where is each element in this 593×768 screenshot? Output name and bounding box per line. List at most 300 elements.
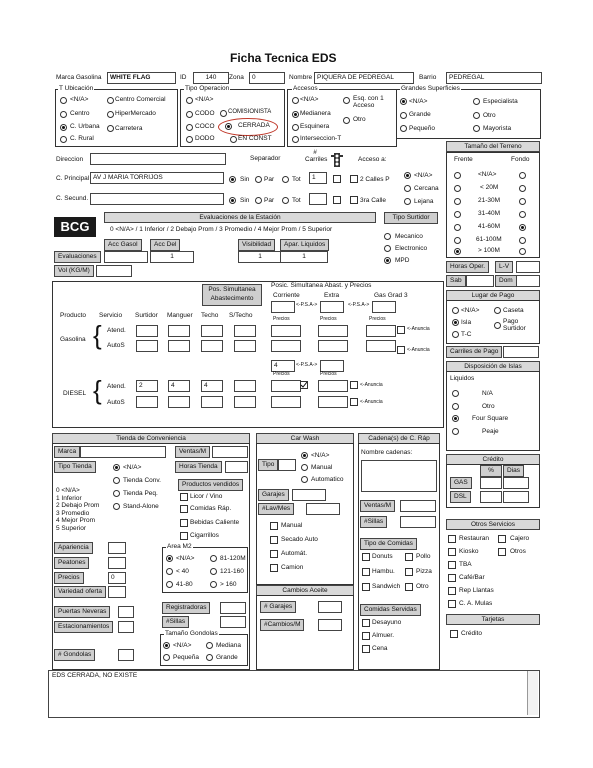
superficies-mayor-label: Mayorista [483, 125, 512, 132]
bebidas-label: Bebidas Caliente [190, 519, 240, 526]
gond-med-radio[interactable] [206, 642, 213, 649]
secund-field[interactable] [90, 193, 224, 205]
secund-par-radio[interactable] [255, 197, 262, 204]
tienda-na-label: <N/A> [123, 464, 142, 471]
area-41-radio[interactable] [166, 581, 173, 588]
terreno-fondo-40[interactable] [519, 211, 526, 218]
terreno-fondo-label: Fondo [511, 156, 530, 163]
superficies-na-label: <N/A> [409, 98, 428, 105]
area-81-radio[interactable] [210, 555, 217, 562]
pizza-check[interactable] [405, 568, 413, 576]
principal-label: C. Principal [56, 175, 90, 182]
diesel-label: DIESEL [63, 390, 87, 397]
tienda-peq-label: Tienda Peq. [123, 490, 158, 497]
apar-label: Apar. Liquidos [280, 239, 329, 251]
mulas-label: C. A. Mulas [459, 600, 493, 607]
cadena-otro-check[interactable] [405, 583, 413, 591]
bcg-logo: BCG [54, 217, 96, 237]
accesos-intersec-radio[interactable] [292, 136, 299, 143]
camion-check[interactable] [270, 564, 278, 572]
dsl-atend-anuncia: <-Anuncia [360, 382, 383, 388]
comidas-check[interactable] [180, 505, 188, 513]
carwash-na-radio[interactable] [301, 452, 308, 459]
gas-precios-2: Precios [320, 316, 337, 322]
carwash-tipo-label: Tipo [258, 459, 278, 471]
servidas-label: Comidas Servidas [360, 604, 421, 616]
restauran-label: Restauran [459, 535, 489, 542]
superficies-title: Grandes Superficies [401, 85, 460, 92]
gas-autos-p3[interactable] [366, 340, 396, 352]
ubicacion-rural-label: C. Rural [70, 135, 94, 142]
secund-tot-label: Tot [292, 197, 301, 204]
accesos-medianera-label: Medianera [300, 110, 331, 117]
superficies-otro-radio[interactable] [473, 112, 480, 119]
area-160-label: > 160 [220, 581, 237, 588]
gond-med-label: Mediana [216, 642, 241, 649]
vol-field[interactable] [96, 265, 132, 277]
estac-field[interactable] [118, 621, 134, 633]
terreno-fondo-100[interactable] [519, 237, 526, 244]
area-160-radio[interactable] [210, 581, 217, 588]
mulas-check[interactable] [448, 600, 456, 608]
surtidor-mpd-label: MPD [395, 257, 410, 264]
principal-carriles-field[interactable]: 1 [309, 172, 327, 184]
dsl-autos-anuncia-check[interactable] [350, 398, 358, 406]
lv-field[interactable] [516, 261, 540, 273]
secund-tot-radio[interactable] [282, 197, 289, 204]
gas-atend-surt[interactable] [136, 325, 158, 337]
dsl-autos-p2[interactable] [318, 396, 348, 408]
cadena-ventas-field[interactable] [400, 500, 436, 512]
acc-del-label: Acc Del [150, 239, 180, 251]
pago-isla-label: Isla [461, 319, 472, 326]
ubicacion-hiper-radio[interactable] [107, 111, 114, 118]
carwash-tipo-field[interactable] [278, 459, 296, 471]
notes-scrollbar[interactable] [527, 671, 538, 715]
ubicacion-hiper-label: HiperMercado [115, 110, 156, 117]
kiosko-check[interactable] [448, 548, 456, 556]
calles2-label: 2 Calles P [360, 176, 390, 183]
tarjetas-credito-label: Crédito [461, 630, 482, 637]
secund-carriles-field[interactable] [309, 193, 327, 205]
terreno-gt100-label: > 100M [478, 247, 500, 254]
area-na-radio[interactable] [166, 555, 173, 562]
tienda-marca-field[interactable] [80, 446, 166, 458]
direccion-field[interactable] [90, 153, 226, 165]
superficies-esp-radio[interactable] [473, 98, 480, 105]
tipo-comidas-label: Tipo de Comidas [360, 538, 417, 550]
terreno-fondo-na[interactable] [519, 172, 526, 179]
acceso-lejana-radio[interactable] [404, 198, 411, 205]
dsl-atend-anuncia-check[interactable] [350, 381, 358, 389]
terreno-fondo-60[interactable] [519, 224, 526, 231]
secado-check[interactable] [270, 536, 278, 544]
pos-sim-label: Pos. Simultanea Abastecimento [202, 284, 262, 306]
hamb-check[interactable] [362, 568, 370, 576]
acceso-lejana-label: Lejana [414, 198, 434, 205]
secund-sin-radio[interactable] [229, 197, 236, 204]
surtidor-mpd-radio[interactable] [384, 257, 391, 264]
pago-caseta-radio[interactable] [494, 307, 501, 314]
islas-otro-radio[interactable] [452, 403, 459, 410]
acceso-cercana-radio[interactable] [404, 185, 411, 192]
operacion-const-label: EN CONST [238, 135, 272, 142]
superficies-peq-label: Pequeño [409, 125, 436, 132]
estac-label: Estacionamientos [54, 621, 113, 633]
terreno-fondo-gt100[interactable] [519, 248, 526, 255]
area-40-radio[interactable] [166, 568, 173, 575]
gas-precios-3: Precios [369, 316, 386, 322]
surtidor-mec-radio[interactable] [384, 233, 391, 240]
otros-check[interactable] [498, 548, 506, 556]
cajero-check[interactable] [498, 535, 506, 543]
dsl-atend-techo[interactable]: 4 [201, 380, 223, 392]
gas-corr-field[interactable] [271, 301, 295, 313]
terreno-frente-40[interactable] [454, 211, 461, 218]
credito-dsl-pct[interactable] [480, 491, 502, 503]
area-121-radio[interactable] [210, 568, 217, 575]
cadena-nombre-label: Nombre cadenas: [361, 449, 413, 456]
operacion-const-radio[interactable] [230, 136, 237, 143]
credito-gas-dias[interactable] [503, 477, 529, 489]
superficies-grande-radio[interactable] [400, 112, 407, 119]
nombre-field[interactable]: PIQUERA DE PEDREGAL [314, 72, 414, 84]
tienda-ventas-field[interactable] [212, 446, 248, 458]
accesos-esq1-label: Esq. con 1 Acceso [353, 95, 384, 109]
tienda-na-radio[interactable] [113, 464, 120, 471]
area-41-label: 41-80 [176, 581, 193, 588]
comidas-label: Comidas Ráp. [190, 505, 232, 512]
gond-na-radio[interactable] [163, 642, 170, 649]
principal-field[interactable]: AV J MARIA TORRIJOS [90, 172, 224, 184]
tienda-tipo-label: Tipo Tienda [54, 461, 96, 473]
evaluaciones-label: Evaluaciones [54, 251, 101, 263]
barrio-label: Barrio [419, 74, 437, 81]
islas-na-radio[interactable] [452, 390, 459, 397]
ubicacion-centro-radio[interactable] [60, 111, 67, 118]
pago-na-radio[interactable] [452, 307, 459, 314]
ubicacion-cc-label: Centro Comercial [115, 96, 166, 103]
tienda-title: Tienda de Conveniencia [52, 433, 250, 444]
cena-label: Cena [372, 645, 388, 652]
pago-tc-label: T-C [461, 331, 472, 338]
operacion-comis-radio[interactable] [220, 110, 227, 117]
peatones-label: Peatones [54, 557, 89, 569]
automat-check[interactable] [270, 550, 278, 558]
secund-label: C. Secund. [56, 195, 89, 202]
secund-check-a[interactable] [333, 196, 341, 204]
terreno-frente-na[interactable] [454, 172, 461, 179]
operacion-codo-radio[interactable] [186, 111, 193, 118]
gas-autos-anuncia-check[interactable] [397, 346, 405, 354]
carriles-pago-field[interactable] [503, 346, 539, 358]
sandwich-check[interactable] [362, 583, 370, 591]
horas-oper-label: Horas Oper. [446, 261, 489, 273]
marca-field[interactable]: WHITE FLAG [107, 72, 176, 84]
gas-atend-anuncia: <-Anuncia [407, 326, 430, 332]
gas-autos-mang[interactable] [168, 340, 190, 352]
donuts-check[interactable] [362, 553, 370, 561]
pago-surtidor-label: Pago Surtidor [503, 318, 526, 332]
tienda-conv-radio[interactable] [113, 477, 120, 484]
traffic-light-icon [330, 153, 344, 167]
superficies-mayor-radio[interactable] [473, 125, 480, 132]
cena-check[interactable] [362, 645, 370, 653]
licor-check[interactable] [180, 493, 188, 501]
ubicacion-carretera-label: Carretera [115, 125, 143, 132]
tba-label: TBA [459, 561, 472, 568]
dsl-psa-field[interactable]: 4 [271, 360, 295, 372]
gas-extra-field[interactable] [320, 301, 344, 313]
gas-atend-stecho[interactable] [234, 325, 256, 337]
bcg-title: Evaluaciones de la Estación [104, 212, 376, 223]
gas-autos-surt[interactable] [136, 340, 158, 352]
visibilidad-field[interactable]: 1 [238, 251, 282, 263]
credito-gas-pct[interactable] [480, 477, 502, 489]
desayuno-check[interactable] [362, 619, 370, 627]
calles2-check[interactable] [350, 175, 358, 183]
precios-field[interactable]: 0 [108, 572, 126, 584]
posic-label: Posic. Simultanea Abast. y Precios [271, 282, 372, 289]
accesos-intersec-label: Interseccion-T [300, 135, 342, 142]
gas-autos-p1[interactable] [271, 340, 301, 352]
terreno-frente-label: Frente [454, 156, 473, 163]
terreno-fondo-20[interactable] [519, 185, 526, 192]
ubicacion-carretera-radio[interactable] [107, 125, 114, 132]
surtidor-elec-radio[interactable] [384, 245, 391, 252]
superficies-peq-radio[interactable] [400, 125, 407, 132]
marca-label: Marca Gasolina [56, 74, 102, 81]
dsl-autos-mang[interactable] [168, 396, 190, 408]
area-title: Area M2 [167, 543, 192, 550]
gas-precios-1: Precios [273, 316, 290, 322]
ubicacion-urbana-radio[interactable] [60, 124, 67, 131]
dsl-atend-label: Atend. [107, 383, 126, 390]
desayuno-label: Desayuno [372, 619, 402, 626]
tienda-ventas-label: Ventas/M [175, 446, 210, 458]
terreno-frente-gt100[interactable] [454, 248, 461, 255]
ncambios-field[interactable] [318, 619, 342, 631]
registr-label: Registradoras [162, 602, 210, 614]
dsl-atend-stecho[interactable] [234, 380, 256, 392]
cadena-nombre-field[interactable] [361, 460, 437, 492]
productos-label: Productos vendidos [178, 479, 243, 491]
terreno-na-label: <N/A> [478, 171, 497, 178]
gas-atend-p3[interactable] [366, 325, 396, 337]
dsl-autos-techo[interactable] [201, 396, 223, 408]
dsl-atend-p1[interactable] [271, 380, 301, 392]
lav-label: #Lav/Mes [258, 503, 294, 515]
operacion-dodo-radio[interactable] [186, 136, 193, 143]
islas-four-label: Four Square [472, 415, 509, 422]
id-label: ID [180, 74, 187, 81]
gond-gr-radio[interactable] [206, 654, 213, 661]
dsl-autos-surt[interactable] [136, 396, 158, 408]
area-81-label: 81-120M [220, 555, 246, 562]
tienda-sillas-label: #Sillas [162, 616, 189, 628]
superficies-esp-label: Especialista [483, 98, 518, 105]
tienda-stand-radio[interactable] [113, 503, 120, 510]
gas-autos-anuncia: <-Anuncia [407, 347, 430, 353]
apar-field[interactable]: 1 [280, 251, 328, 263]
kiosko-label: Kiosko [459, 548, 479, 555]
tienda-sillas-field[interactable] [220, 616, 246, 628]
ubicacion-cc-radio[interactable] [107, 97, 114, 104]
accesos-na-radio[interactable] [292, 97, 299, 104]
dom-field[interactable] [516, 275, 540, 287]
lav-field[interactable] [306, 503, 340, 515]
ubicacion-rural-radio[interactable] [60, 136, 67, 143]
terreno-frente-60[interactable] [454, 224, 461, 231]
islas-peaje-radio[interactable] [452, 428, 459, 435]
accesos-otro-radio[interactable] [343, 117, 350, 124]
credito-dias-label: Dias [503, 465, 524, 477]
variedad-field[interactable] [108, 586, 126, 598]
operacion-codo-label: CODO [195, 110, 215, 117]
gas-g3-field[interactable] [372, 301, 396, 313]
tienda-horas-field[interactable] [225, 461, 248, 473]
acceso-na-label: <N/A> [414, 172, 433, 179]
puertas-field[interactable] [118, 606, 134, 618]
accesos-esquinera-radio[interactable] [292, 124, 299, 131]
ngarajes-field[interactable] [318, 601, 342, 613]
tarjetas-credito-check[interactable] [450, 630, 458, 638]
hamb-label: Hambu. [372, 568, 395, 575]
gas-atend-p2[interactable] [318, 325, 348, 337]
rep-check[interactable] [448, 587, 456, 595]
cadena-sillas-field[interactable] [400, 516, 436, 528]
pago-isla-radio[interactable] [452, 319, 459, 326]
registr-field[interactable] [220, 602, 246, 614]
gas-autos-p2[interactable] [318, 340, 348, 352]
principal-tot-label: Tot [292, 176, 301, 183]
islas-four-radio[interactable] [452, 415, 459, 422]
operacion-comis-label: COMISIONISTA [228, 109, 272, 115]
carwash-auto-label: Automatico [311, 476, 344, 483]
operacion-na-label: <N/A> [195, 96, 214, 103]
gas-autos-stecho[interactable] [234, 340, 256, 352]
page-title: Ficha Tecnica EDS [230, 51, 337, 65]
principal-par-radio[interactable] [255, 176, 262, 183]
garajes-field[interactable] [292, 489, 326, 501]
terreno-fondo-30[interactable] [519, 198, 526, 205]
pago-caseta-label: Caseta [503, 307, 524, 314]
cigarrillos-check[interactable] [180, 532, 188, 540]
carriles-label: # Carriles [305, 149, 328, 163]
dsl-autos-stecho[interactable] [234, 396, 256, 408]
operacion-cerrada-radio[interactable] [225, 123, 232, 130]
terreno-frente-100[interactable] [454, 237, 461, 244]
tienda-stand-label: Stand-Alone [123, 503, 159, 510]
gas-atend-anuncia-check[interactable] [397, 326, 405, 334]
corriente-label: Corriente [273, 292, 300, 299]
islas-peaje-label: Peaje [482, 428, 499, 435]
donuts-label: Donuts [372, 553, 393, 560]
principal-tot-radio[interactable] [282, 176, 289, 183]
principal-sin-radio[interactable] [229, 176, 236, 183]
precios-label: Precios [54, 572, 84, 584]
apariencia-field[interactable] [108, 542, 126, 554]
barrio-field[interactable]: PEDREGAL [446, 72, 542, 84]
gas-atend-mang[interactable] [168, 325, 190, 337]
secado-label: Secado Auto [281, 536, 318, 543]
tba-check[interactable] [448, 561, 456, 569]
bebidas-check[interactable] [180, 519, 188, 527]
ngond-label: # Gondolas [54, 649, 95, 661]
area-121-label: 121-160 [220, 568, 244, 575]
gas-psa-2: <-P.S.A-> [348, 302, 370, 308]
operacion-title: Tipo Operacion [185, 85, 230, 92]
dsl-atend-checked[interactable] [300, 381, 308, 389]
nombre-label: Nombre [289, 74, 313, 81]
dsl-autos-anuncia: <-Anuncia [360, 399, 383, 405]
accesos-esq1-radio[interactable] [343, 97, 350, 104]
peatones-field[interactable] [108, 557, 126, 569]
islas-na-label: N/A [482, 390, 493, 397]
otros-label: Otros [510, 548, 526, 555]
acc-gasol-field[interactable] [104, 251, 148, 263]
calle3-check[interactable] [350, 196, 358, 204]
ngond-field[interactable] [118, 649, 134, 661]
pollo-check[interactable] [405, 553, 413, 561]
pago-surtidor-radio[interactable] [494, 322, 501, 329]
ubicacion-na-radio[interactable] [60, 97, 67, 104]
carwash-auto-radio[interactable] [301, 476, 308, 483]
terreno-30-label: 21-30M [478, 197, 501, 204]
terreno-frente-30[interactable] [454, 198, 461, 205]
acceso-na-radio[interactable] [404, 172, 411, 179]
gas-autos-techo[interactable] [201, 340, 223, 352]
terreno-frente-20[interactable] [454, 185, 461, 192]
gas-atend-techo[interactable] [201, 325, 223, 337]
principal-check-a[interactable] [333, 175, 341, 183]
restauran-check[interactable] [448, 535, 456, 543]
superficies-na-radio[interactable] [400, 98, 407, 105]
s-manual-check[interactable] [270, 522, 278, 530]
carwash-manual-radio[interactable] [301, 464, 308, 471]
operacion-na-radio[interactable] [186, 97, 193, 104]
dsl-atend-p2[interactable] [318, 380, 348, 392]
accesos-medianera-radio[interactable] [292, 111, 299, 118]
tienda-peq-radio[interactable] [113, 490, 120, 497]
zona-field[interactable]: 0 [249, 72, 285, 84]
dsl-atend-mang[interactable]: 4 [168, 380, 190, 392]
extra-label: Extra [324, 292, 340, 299]
diesel-brace: { [93, 375, 102, 405]
gas-atend-p1[interactable] [271, 325, 301, 337]
cafe-check[interactable] [448, 574, 456, 582]
almuer-check[interactable] [362, 632, 370, 640]
dsl-autos-p1[interactable] [271, 396, 301, 408]
cadena-sillas-label: #Sillas [360, 516, 387, 528]
credito-dsl-dias[interactable] [503, 491, 529, 503]
ubicacion-urbana-label: C. Urbana [70, 123, 100, 130]
manguer-label: Manguer [167, 312, 193, 319]
sab-field[interactable] [466, 275, 494, 287]
puertas-label: Puertas Neveras [54, 606, 110, 618]
acc-del-field[interactable]: 1 [150, 251, 194, 263]
dsl-atend-surt[interactable]: 2 [136, 380, 158, 392]
id-field[interactable]: 140 [193, 72, 229, 84]
pago-tc-radio[interactable] [452, 331, 459, 338]
terreno-100-label: 61-100M [476, 236, 502, 243]
accesos-otro-label: Otro [353, 116, 366, 123]
gondolas-title: Tamaño Gondolas [165, 630, 218, 637]
operacion-coco-radio[interactable] [186, 124, 193, 131]
gond-peq-radio[interactable] [163, 654, 170, 661]
surtidor-col-label: Surtidor [135, 312, 158, 319]
lv-label: L-V [495, 261, 513, 273]
